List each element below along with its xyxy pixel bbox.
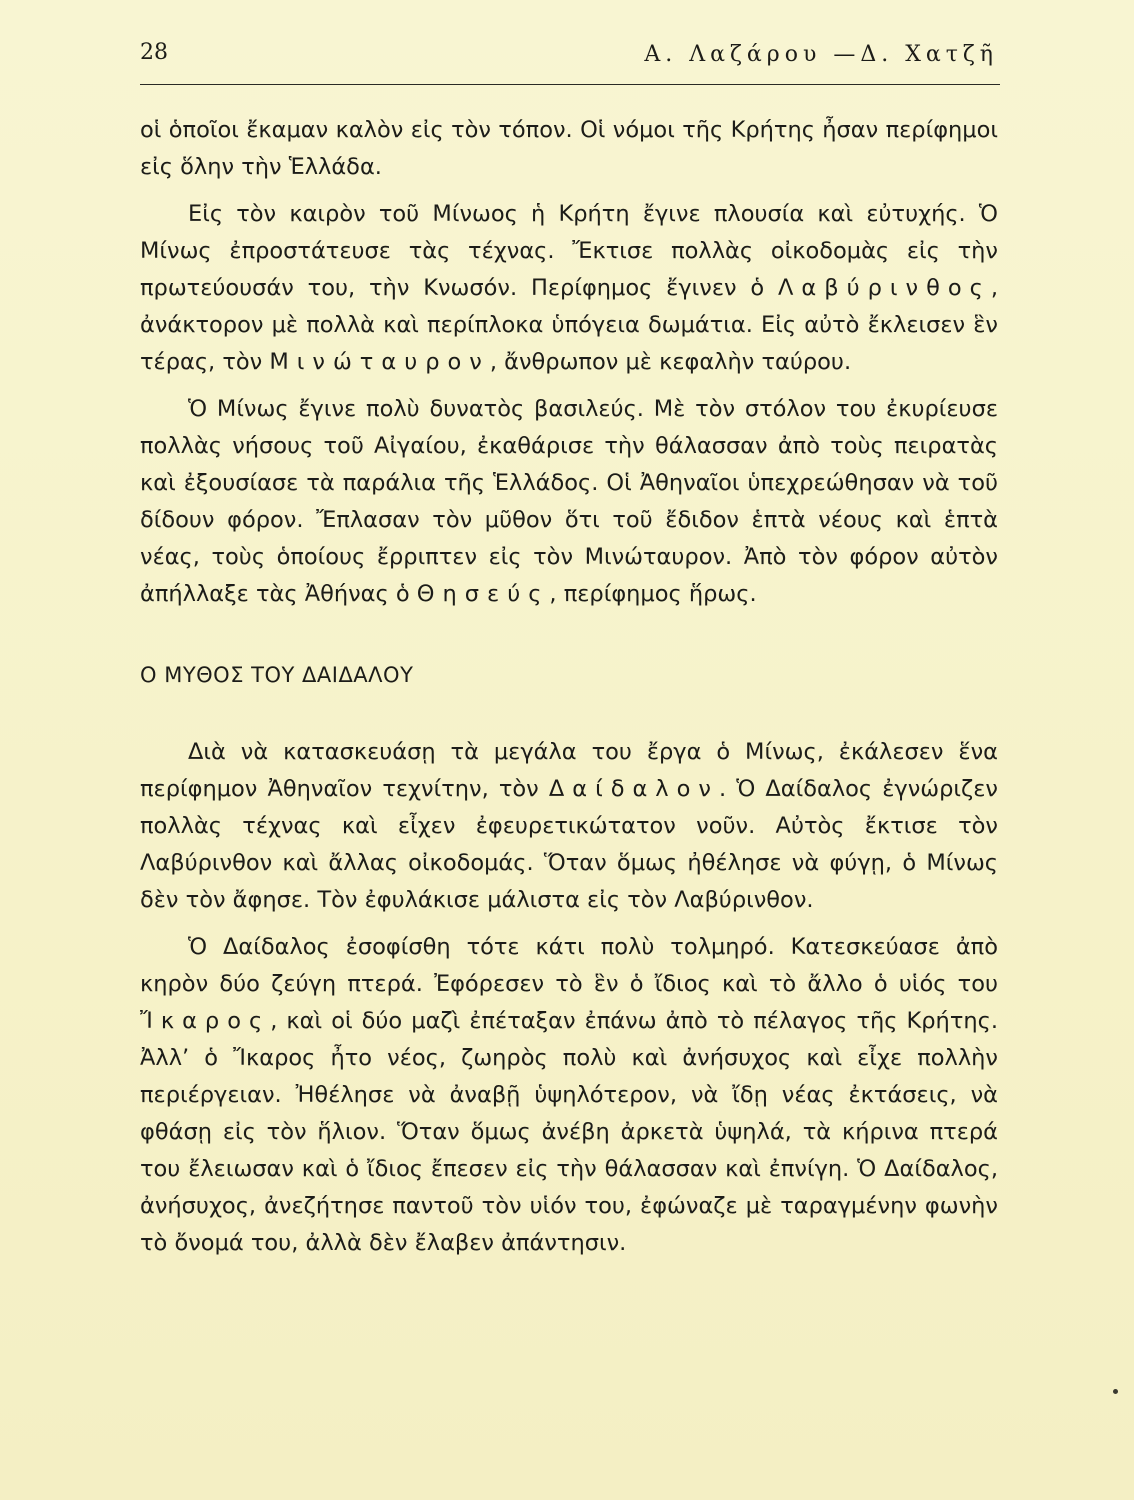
paragraph-3-text-b: , περίφημος ἥρως.: [549, 581, 757, 607]
body-text: [140, 112, 998, 1262]
paragraph-1: [140, 112, 998, 186]
page-number: 28: [140, 40, 168, 65]
paragraph-5-text-a: Ὁ Δαίδαλος ἐσοφίσθη τότε κάτι πολὺ τολμηρό. Κατεσκεύασε ἀπὸ κηρὸν δύο ζεύγη πτερά. Ἐφόρεσεν τὸ ἓν ὁ ἴδιος καὶ τὸ ἄλλο ὁ υἱός του: [140, 934, 998, 997]
scan-speck: [1113, 1389, 1118, 1394]
paragraph-5: [140, 929, 998, 1262]
paragraph-4-text-a: Διὰ νὰ κατασκευάσῃ τὰ μεγάλα του ἔργα ὁ Μίνως, ἐκάλεσεν ἕνα περίφημον Ἀθηναῖον τεχνίτην, τὸν: [140, 739, 998, 802]
running-head: Α. Λαζάρου —Δ. Χατζῆ: [644, 42, 998, 67]
header-rule: [140, 84, 1000, 85]
paragraph-3-text-a: Ὁ Μίνως ἔγινε πολὺ δυνατὸς βασιλεύς. Μὲ τὸν στόλον του ἐκυρίευσε πολλὰς νήσους τοῦ Αἰγαίου, ἐκαθάρισε τὴν θάλασσαν ἀπὸ τοὺς πειρατὰς καὶ ἐξουσίασε τὰ παράλια τῆς Ἑλλάδος. Οἱ Ἀθηναῖοι ὑπεχρεώθησαν νὰ τοῦ δίδουν φόρον. Ἔπλασαν τὸν μῦθον ὅτι τοῦ ἔδιδον ἑπτὰ νέους καὶ ἑπτὰ νέας, τοὺς ὁποίους ἔρριπτεν εἰς τὸν Μινώταυρον. Ἀπὸ τὸν φόρον αὐτὸν ἀπήλλαξε τὰς Ἀθήνας ὁ: [140, 396, 998, 607]
paragraph-1-text: οἱ ὁποῖοι ἔκαμαν καλὸν εἰς τὸν τόπον. Οἱ νόμοι τῆς Κρήτης ἦσαν περίφημοι εἰς ὅλην τὴν Ἑλλάδα.: [140, 117, 998, 180]
paragraph-2-text-c: , ἄνθρωπον μὲ κεφαλὴν ταύρου.: [489, 349, 852, 375]
icarus-spaced-name: Ἴκαρος: [140, 1008, 271, 1034]
minotaur-spaced-name: Μινώταυρον: [269, 349, 490, 375]
paragraph-5-text-b: , καὶ οἱ δύο μαζὶ ἐπέταξαν ἐπάνω ἀπὸ τὸ πέλαγος τῆς Κρήτης. Ἀλλ’ ὁ Ἴκαρος ἦτο νέος, ζωηρὸς πολὺ καὶ ἀνήσυχος καὶ εἶχε πολλὴν περιέργειαν. Ἠθέλησε νὰ ἀναβῇ ὑψηλότερον, νὰ ἴδῃ νέας ἐκτάσεις, νὰ φθάσῃ εἰς τὸν ἥλιον. Ὅταν ὅμως ἀνέβη ἀρκετὰ ὑψηλά, τὰ κήρινα πτερά του ἔλειωσαν καὶ ὁ ἴδιος ἔπεσεν εἰς τὴν θάλασσαν καὶ ἐπνίγη. Ὁ Δαίδαλος, ἀνήσυχος, ἀνεζήτησε παντοῦ τὸν υἱόν του, ἐφώναζε μὲ ταραγμένην φωνὴν τὸ ὄνομά του, ἀλλὰ δὲν ἔλαβεν ἀπάντησιν.: [140, 1008, 998, 1256]
labyrinth-spaced-name: Λαβύρινθος: [778, 275, 991, 301]
paragraph-3: [140, 391, 998, 613]
section-title: Ο ΜΥΘΟΣ ΤΟΥ ΔΑΙΔΑΛΟΥ: [140, 663, 414, 687]
paragraph-2: [140, 196, 998, 381]
paragraph-2-text-b: , ἀνάκτορον μὲ πολλὰ καὶ περίπλοκα ὑπόγεια δωμάτια. Εἰς αὐτὸ ἔκλεισεν ἓν τέρας, τὸν: [140, 275, 998, 375]
paragraph-4: [140, 734, 998, 919]
paragraph-4-text-b: . Ὁ Δαίδαλος ἐγνώριζεν πολλὰς τέχνας καὶ εἶχεν ἐφευρετικώτατον νοῦν. Αὐτὸς ἔκτισε τὸν Λαβύρινθον καὶ ἄλλας οἰκοδομάς. Ὅταν ὅμως ἠθέλησε νὰ φύγῃ, ὁ Μίνως δὲν τὸν ἄφησε. Τὸν ἐφυλάκισε μάλιστα εἰς τὸν Λαβύρινθον.: [140, 776, 998, 913]
daedalus-spaced-name: Δαίδαλον: [548, 776, 719, 802]
theseus-spaced-name: Θησεύς: [416, 581, 550, 607]
paragraph-2-text-a: Εἰς τὸν καιρὸν τοῦ Μίνωος ἡ Κρήτη ἔγινε πλουσία καὶ εὐτυχής. Ὁ Μίνως ἐπροστάτευσε τὰς τέχνας. Ἔκτισε πολλὰς οἰκοδομὰς εἰς τὴν πρωτεύουσάν του, τὴν Κνωσόν. Περίφημος ἔγινεν ὁ: [140, 201, 998, 301]
